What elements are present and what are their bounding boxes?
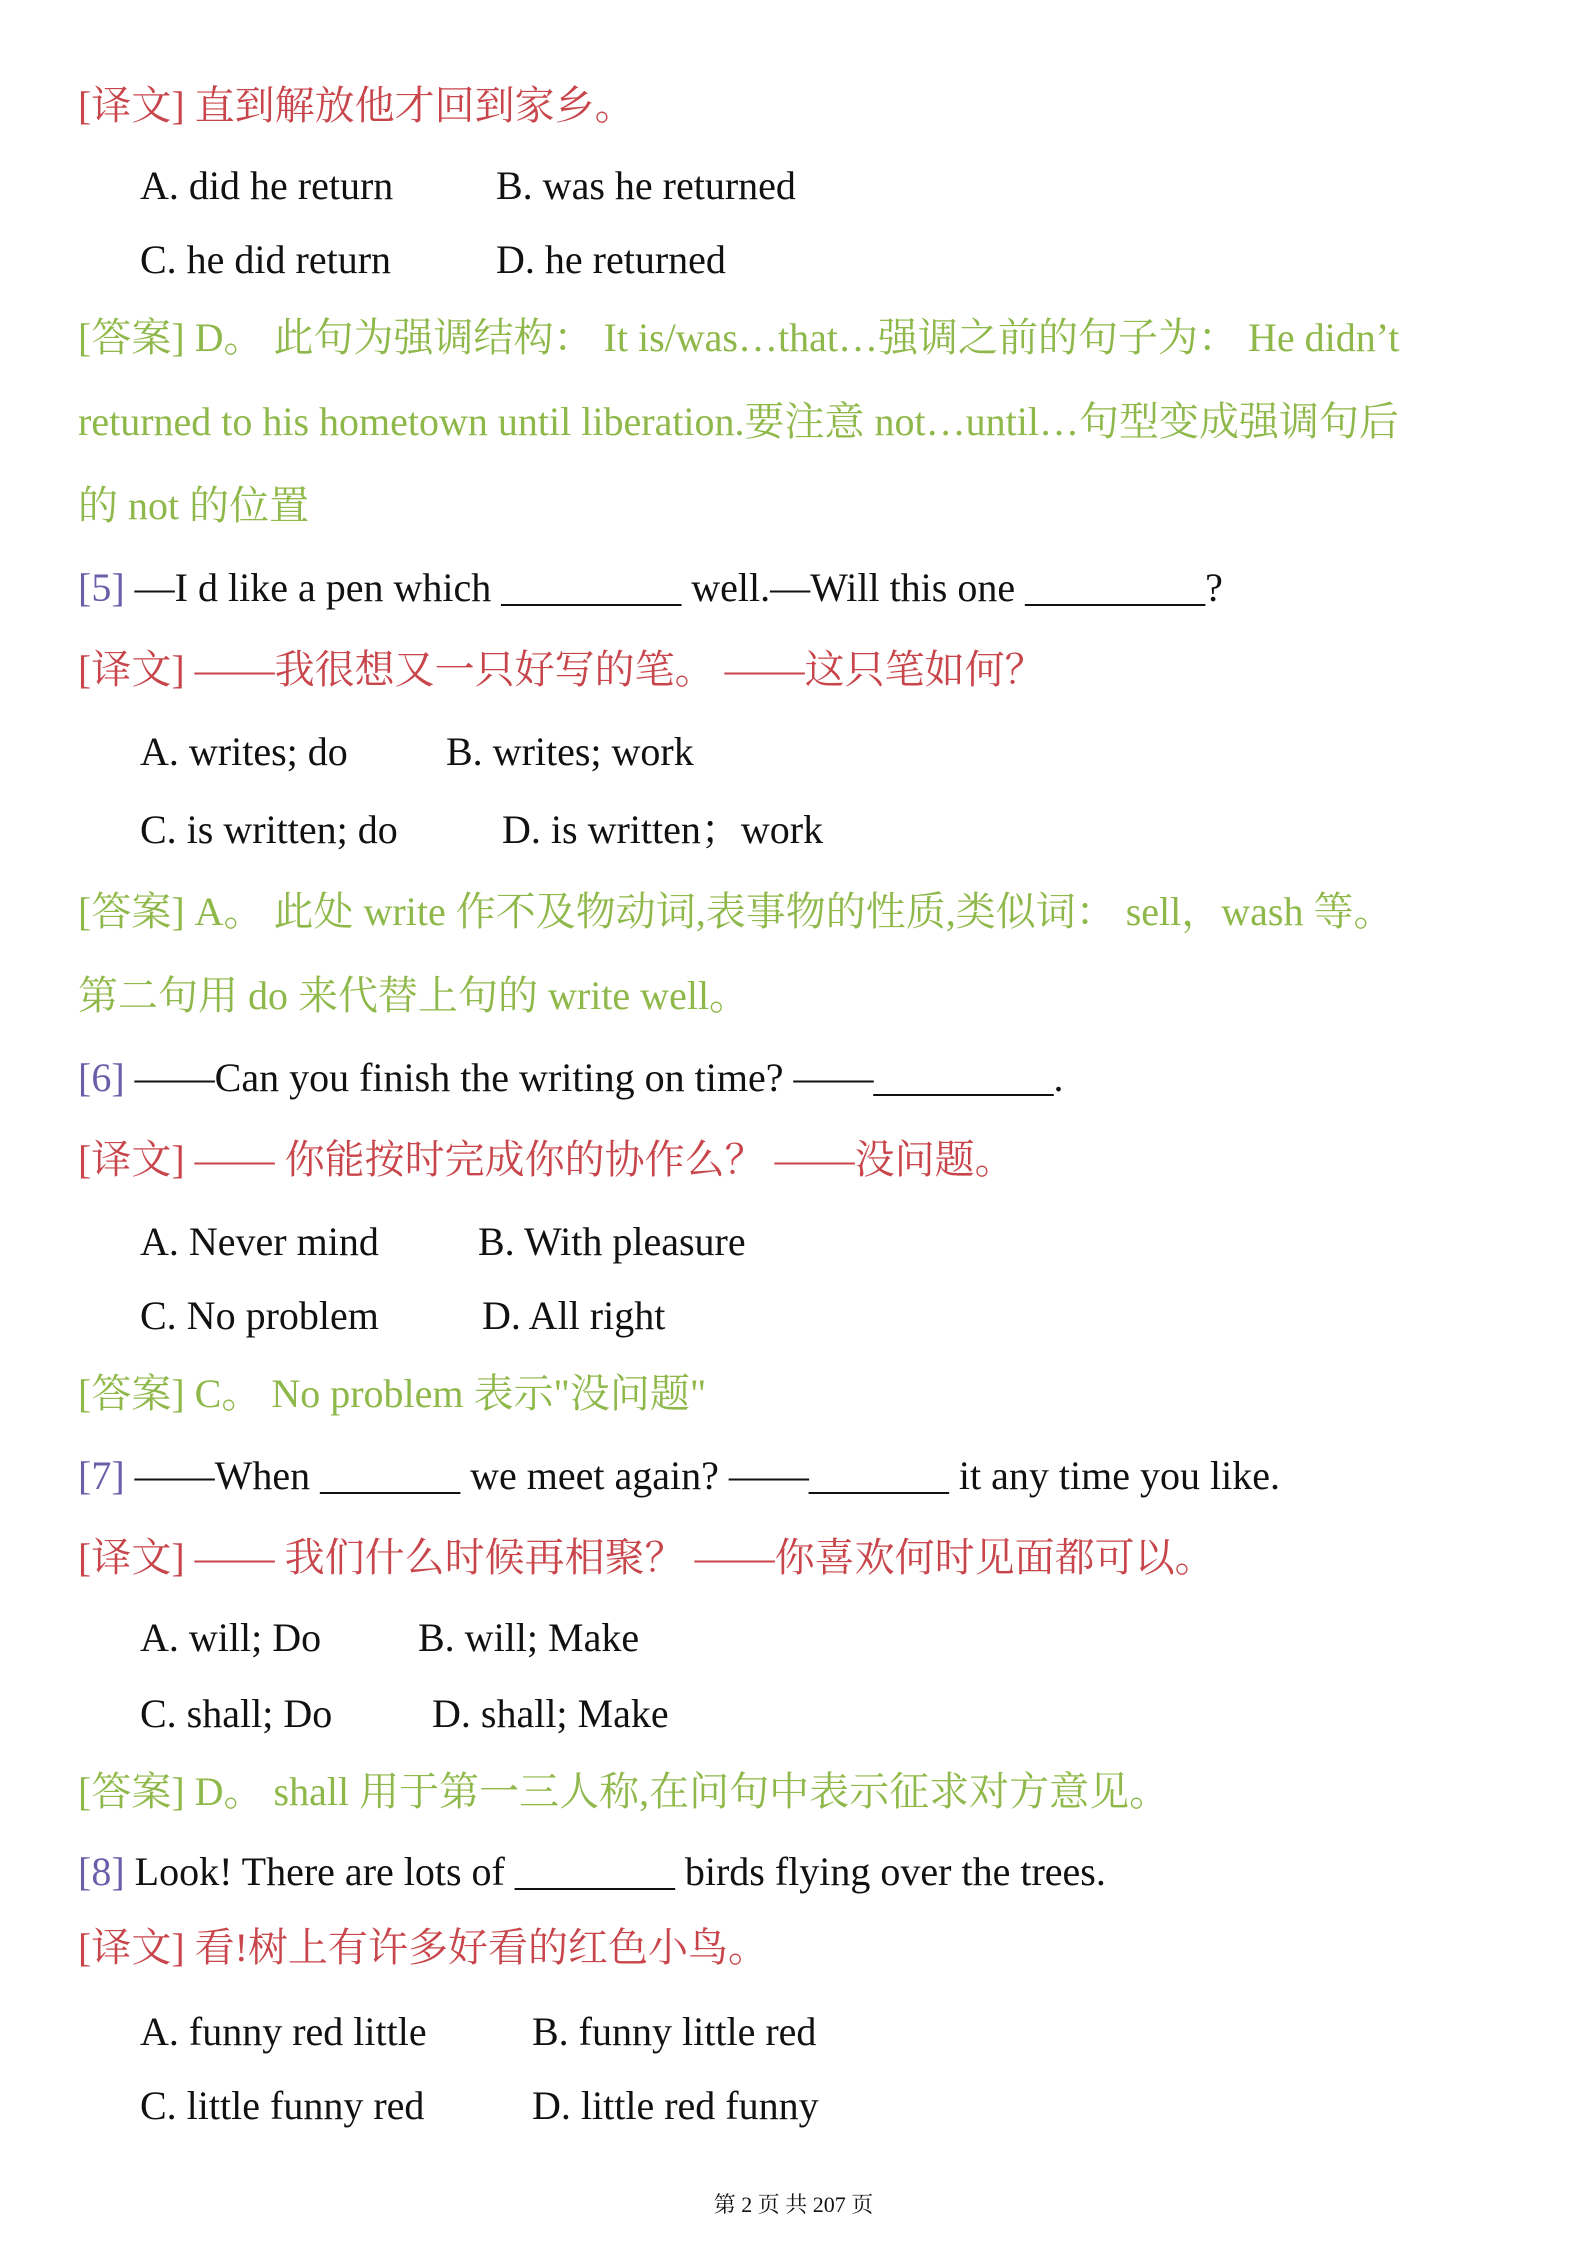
- q7-option-a: A. will; Do: [140, 1615, 322, 1660]
- q6-answer: [78, 1371, 707, 1416]
- answer-text: C。 No problem 表示"没问题": [184, 1371, 707, 1416]
- translation-tag: [译文]: [78, 647, 185, 692]
- q4-option-a: A. did he return: [140, 163, 394, 208]
- translation-text: 看!树上有许多好看的红色小鸟。: [184, 1925, 768, 1970]
- q4-option-c: C. he did return: [140, 237, 392, 282]
- translation-tag: [译文]: [78, 83, 185, 128]
- q4-answer-line-2: returned to his hometown until liberation.要注意 not…until…句型变成强调句后: [78, 399, 1399, 444]
- translation-tag: [译文]: [78, 1535, 185, 1580]
- translation-tag: [译文]: [78, 1137, 185, 1182]
- translation-tag: [译文]: [78, 1925, 185, 1970]
- q7-option-b: B. will; Make: [418, 1615, 640, 1660]
- answer-text: D。 此句为强调结构： It is/was…that…强调之前的句子为： He didn’t: [184, 315, 1400, 360]
- q6-translation: [78, 1137, 1015, 1182]
- question-number: [7]: [78, 1453, 125, 1498]
- q8-option-d: D. little red funny: [532, 2083, 819, 2128]
- translation-text: ——我很想又一只好写的笔。 ——这只笔如何？: [184, 647, 1045, 692]
- question-number: [8]: [78, 1849, 125, 1894]
- answer-tag: [答案]: [78, 1371, 185, 1416]
- translation-text: —— 你能按时完成你的协作么？ ——没问题。: [184, 1137, 1015, 1182]
- q5-translation: [78, 647, 1045, 692]
- answer-tag: [答案]: [78, 315, 185, 360]
- q8-stem: [78, 1849, 1106, 1894]
- answer-tag: [答案]: [78, 889, 185, 934]
- q5-option-d: D. is written；work: [502, 807, 824, 852]
- q7-translation: [78, 1535, 1215, 1580]
- q5-stem: [78, 565, 1223, 610]
- q6-stem: [78, 1055, 1064, 1100]
- q4-answer-line-3: 的 not 的位置: [78, 483, 310, 528]
- q6-option-d: D. All right: [482, 1293, 666, 1338]
- answer-text: D。 shall 用于第一三人称,在问句中表示征求对方意见。: [184, 1769, 1170, 1814]
- q8-translation: [78, 1925, 768, 1970]
- translation-text: 直到解放他才回到家乡。: [184, 83, 635, 128]
- translation-text: —— 我们什么时候再相聚？ ——你喜欢何时见面都可以。: [184, 1535, 1215, 1580]
- q4-option-b: B. was he returned: [496, 163, 796, 208]
- q7-option-c: C. shall; Do: [140, 1691, 333, 1736]
- q5-option-b: B. writes; work: [446, 729, 694, 774]
- q5-option-a: A. writes; do: [140, 729, 348, 774]
- q5-option-c: C. is written; do: [140, 807, 398, 852]
- q6-option-a: A. Never mind: [140, 1219, 379, 1264]
- answer-text: A。 此处 write 作不及物动词,表事物的性质,类似词： sell，wash 等。: [184, 889, 1394, 934]
- question-text: Look! There are lots of ________ birds flying over the trees.: [124, 1849, 1106, 1894]
- q4-option-d: D. he returned: [496, 237, 726, 282]
- q6-option-b: B. With pleasure: [478, 1219, 746, 1264]
- q7-stem: [78, 1453, 1280, 1498]
- q5-answer-line-2: 第二句用 do 来代替上句的 write well。: [78, 973, 750, 1018]
- page-footer: 第 2 页 共 207 页: [713, 2192, 874, 2217]
- question-number: [6]: [78, 1055, 125, 1100]
- answer-tag: [答案]: [78, 1769, 185, 1814]
- question-number: [5]: [78, 565, 125, 610]
- question-text: —I d like a pen which _________ well.—Will this one _________?: [124, 565, 1223, 610]
- q7-option-d: D. shall; Make: [432, 1691, 669, 1736]
- q7-answer: [78, 1769, 1170, 1814]
- q5-answer-line-1: [78, 889, 1394, 934]
- q8-option-c: C. little funny red: [140, 2083, 425, 2128]
- q8-option-a: A. funny red little: [140, 2009, 427, 2054]
- q6-option-c: C. No problem: [140, 1293, 379, 1338]
- question-text: ——When _______ we meet again? ——_______ it any time you like.: [124, 1453, 1280, 1498]
- q4-answer-line-1: [78, 315, 1400, 360]
- q8-option-b: B. funny little red: [532, 2009, 817, 2054]
- question-text: ——Can you finish the writing on time? ——_________.: [124, 1055, 1064, 1100]
- q4-translation: [78, 83, 635, 128]
